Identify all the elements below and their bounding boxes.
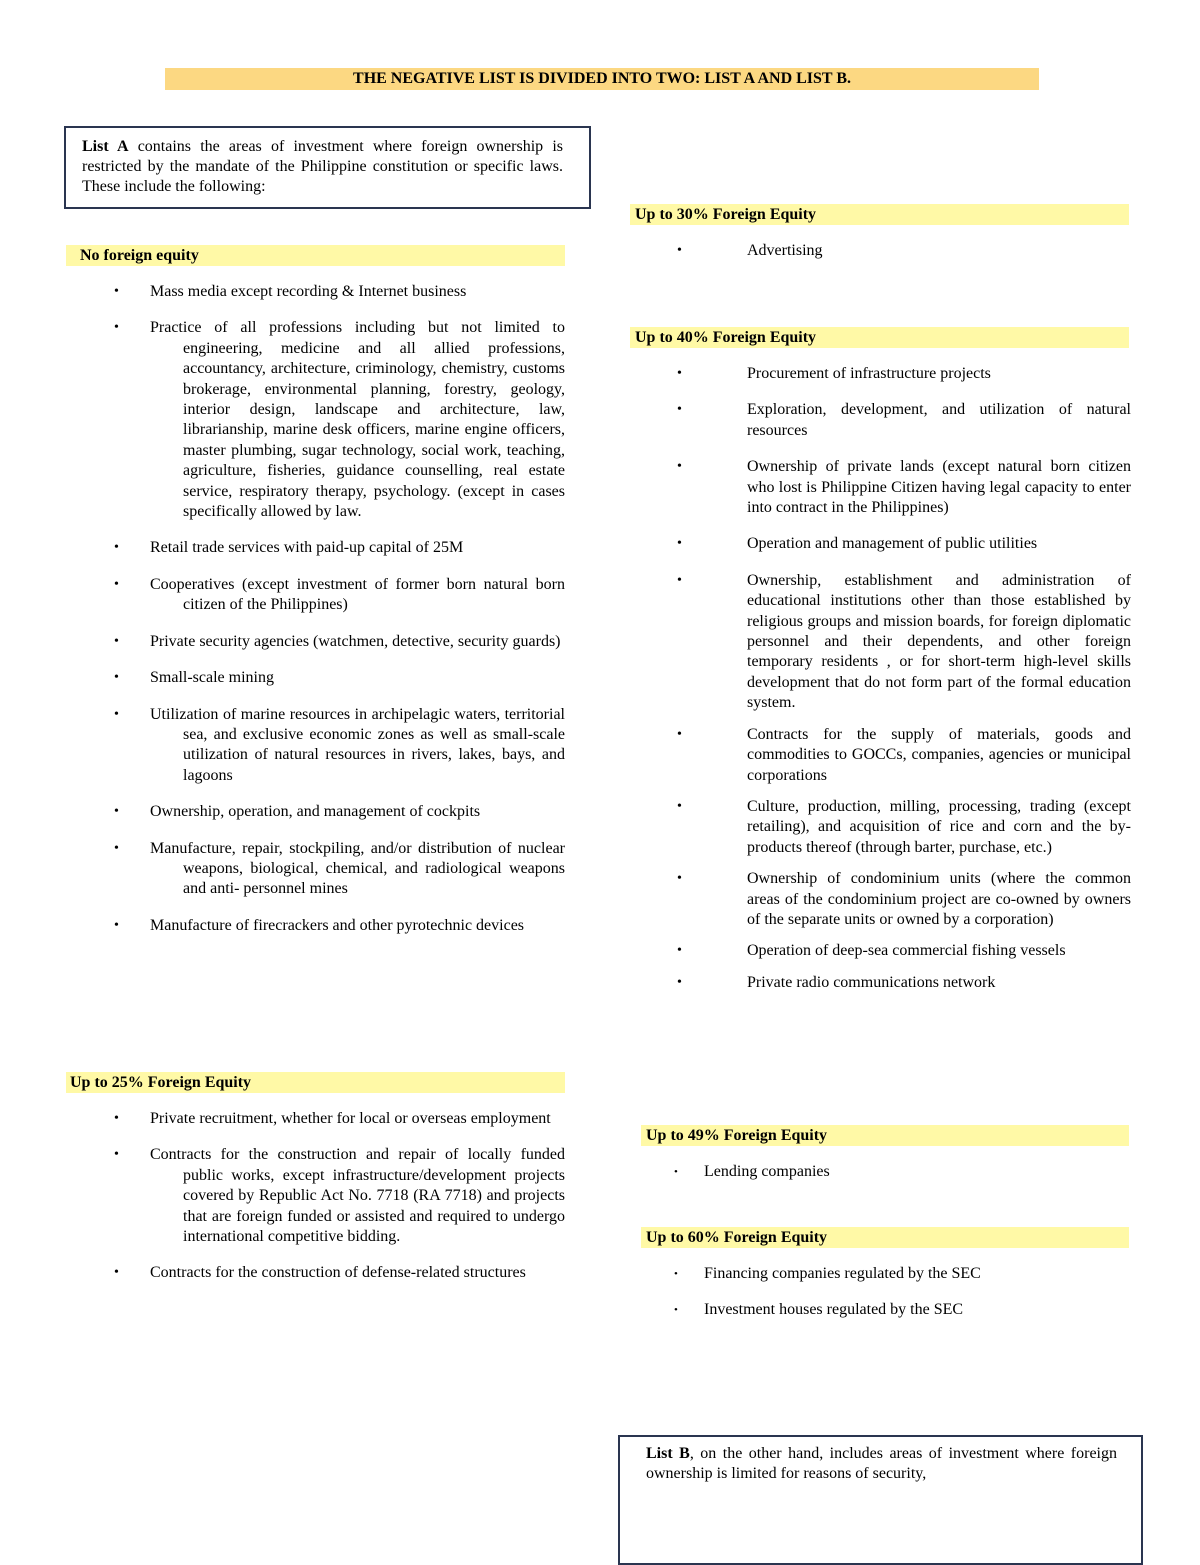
list-item bbox=[677, 364, 1131, 384]
bullet-icon: • bbox=[114, 670, 119, 686]
bullet-icon: • bbox=[114, 540, 119, 556]
list-item-text: Operation of deep-sea commercial fishing vessels bbox=[747, 942, 1066, 960]
list-item-text: Operation and management of public utilities bbox=[747, 535, 1038, 553]
list-item bbox=[114, 575, 565, 616]
bullet-icon: • bbox=[114, 840, 119, 856]
bullet-icon: • bbox=[114, 1111, 119, 1126]
list-item bbox=[114, 282, 565, 302]
heading-up-to-30: Up to 30% Foreign Equity bbox=[630, 204, 1129, 225]
bullet-icon: • bbox=[677, 459, 682, 475]
list-item-text: Contracts for the supply of materials, goods and commodities to GOCCs, companies, agencies or municipal corporations bbox=[747, 725, 1131, 784]
bullet-icon: • bbox=[114, 917, 119, 933]
list-b-lead: List B bbox=[646, 1445, 690, 1462]
list-item bbox=[677, 534, 1131, 554]
list-item-text: Culture, production, milling, processing, trading (except retailing), and acquisition of rice and corn and the by-products thereof (through barter, purchase, etc.) bbox=[747, 797, 1131, 856]
list-item-text: Ownership, establishment and administration of educational institutions other than those established by religious groups and mission boards, for foreign diplomatic personnel and their dependents, and other foreign temporary residents , or for short-term high-level skills development that do not form part of the formal education system. bbox=[747, 571, 1131, 712]
bullet-icon: • bbox=[114, 1147, 119, 1163]
list-up-to-40 bbox=[677, 364, 1131, 1004]
list-item-text: Investment houses regulated by the SEC bbox=[704, 1301, 964, 1319]
list-item-text: Cooperatives (except investment of former born natural born citizen of the Philippines) bbox=[150, 575, 565, 614]
list-item-text: Retail trade services with paid-up capital of 25M bbox=[150, 539, 464, 557]
bullet-icon: • bbox=[677, 871, 682, 887]
list-item-text: Manufacture, repair, stockpiling, and/or distribution of nuclear weapons, biological, chemical, and radiological weapons and anti- personnel mines bbox=[150, 839, 565, 898]
bullet-icon: • bbox=[674, 1268, 678, 1280]
list-item bbox=[677, 400, 1131, 441]
bullet-icon: • bbox=[677, 536, 682, 552]
list-item-text: Lending companies bbox=[704, 1163, 830, 1180]
list-item-text: Procurement of infrastructure projects bbox=[747, 365, 991, 382]
list-up-to-25 bbox=[114, 1109, 565, 1300]
list-item bbox=[677, 797, 1131, 858]
list-item bbox=[674, 1162, 1124, 1182]
heading-up-to-40: Up to 40% Foreign Equity bbox=[630, 327, 1129, 348]
bullet-icon: • bbox=[114, 320, 119, 336]
list-item bbox=[114, 705, 565, 787]
list-item bbox=[677, 457, 1131, 518]
list-item bbox=[114, 538, 565, 558]
list-up-to-49 bbox=[674, 1162, 1124, 1198]
list-no-foreign-equity bbox=[114, 282, 565, 952]
page-title: THE NEGATIVE LIST IS DIVIDED INTO TWO: LIST A AND LIST B. bbox=[165, 68, 1039, 90]
bullet-icon: • bbox=[114, 284, 119, 299]
bullet-icon: • bbox=[114, 1265, 119, 1281]
heading-up-to-25: Up to 25% Foreign Equity bbox=[66, 1072, 565, 1093]
list-item-text: Private radio communications network bbox=[747, 973, 996, 991]
bullet-icon: • bbox=[677, 798, 682, 814]
bullet-icon: • bbox=[674, 1304, 678, 1317]
list-item bbox=[677, 973, 1131, 993]
bullet-icon: • bbox=[114, 633, 119, 649]
list-item-text: Private recruitment, whether for local or overseas employment bbox=[150, 1110, 551, 1127]
list-a-box bbox=[64, 126, 591, 209]
list-item bbox=[114, 839, 565, 900]
list-item-text: Utilization of marine resources in archipelagic waters, territorial sea, and exclusive economic zones as well as small-scale utilization of natural resources in rivers, lakes, bays, and lagoons bbox=[150, 705, 565, 784]
list-item-text: Manufacture of firecrackers and other pyrotechnic devices bbox=[150, 916, 525, 934]
list-b-text: , on the other hand, includes areas of investment where foreign ownership is limited for reasons of security, bbox=[646, 1445, 1118, 1482]
list-item-text: Contracts for the construction and repair of locally funded public works, except infrastructure/development projects covered by Republic Act No. 7718 (RA 7718) and projects that are foreign funded or assisted and required to undergo international competitive bidding. bbox=[150, 1146, 565, 1246]
heading-up-to-60: Up to 60% Foreign Equity bbox=[641, 1227, 1129, 1248]
bullet-icon: • bbox=[114, 706, 119, 722]
list-item bbox=[114, 1145, 565, 1247]
heading-no-foreign-equity: No foreign equity bbox=[66, 245, 565, 266]
list-up-to-30 bbox=[677, 241, 1129, 277]
bullet-icon: • bbox=[677, 943, 682, 959]
list-item-text: Small-scale mining bbox=[150, 669, 274, 687]
bullet-icon: • bbox=[114, 576, 119, 592]
list-item bbox=[677, 869, 1131, 930]
bullet-icon: • bbox=[674, 1166, 678, 1178]
list-item bbox=[677, 571, 1131, 714]
list-item-text: Exploration, development, and utilization of natural resources bbox=[747, 401, 1131, 439]
list-item-text: Contracts for the construction of defense-related structures bbox=[150, 1264, 526, 1282]
list-item-text: Ownership of private lands (except natural born citizen who lost is Philippine Citizen having legal capacity to enter into contract in the Philippines) bbox=[747, 458, 1131, 517]
bullet-icon: • bbox=[677, 402, 682, 418]
list-item bbox=[114, 1263, 565, 1283]
list-item bbox=[114, 1109, 565, 1129]
list-item bbox=[114, 668, 565, 688]
list-item bbox=[114, 916, 565, 936]
list-item bbox=[677, 241, 1129, 261]
list-item-text: Ownership, operation, and management of cockpits bbox=[150, 803, 481, 821]
list-item-text: Financing companies regulated by the SEC bbox=[704, 1265, 981, 1282]
bullet-icon: • bbox=[677, 726, 682, 742]
list-item-text: Private security agencies (watchmen, detective, security guards) bbox=[150, 632, 561, 650]
list-a-text: contains the areas of investment where foreign ownership is restricted by the mandate of the Philippine constitution or specific laws. These include the following: bbox=[82, 138, 564, 195]
bullet-icon: • bbox=[114, 804, 119, 820]
list-item bbox=[677, 725, 1131, 786]
list-item-text: Advertising bbox=[747, 242, 823, 259]
list-item bbox=[114, 318, 565, 522]
heading-up-to-49: Up to 49% Foreign Equity bbox=[641, 1125, 1129, 1146]
list-a-lead: List A bbox=[82, 138, 129, 155]
list-item bbox=[677, 941, 1131, 961]
list-b-box bbox=[618, 1435, 1143, 1565]
list-item bbox=[674, 1300, 1124, 1320]
list-item bbox=[114, 632, 565, 652]
bullet-icon: • bbox=[677, 974, 682, 990]
bullet-icon: • bbox=[677, 243, 682, 258]
list-item-text: Practice of all professions including but not limited to engineering, medicine and all allied professions, accountancy, architecture, criminology, chemistry, customs brokerage, environmental planning, forestry, geology, interior design, landscape and architecture, law, librarianship, marine desk officers, marine engine officers, master plumbing, sugar technology, social work, teaching, agriculture, fisheries, guidance counselling, real estate service, respiratory therapy, psychology. (except in cases specifically allowed by law. bbox=[150, 319, 565, 521]
bullet-icon: • bbox=[677, 572, 682, 588]
list-item-text: Ownership of condominium units (where the common areas of the condominium project are co-owned by owners of the separate units or owned by a corporation) bbox=[747, 870, 1131, 928]
bullet-icon: • bbox=[677, 366, 682, 381]
list-up-to-60 bbox=[674, 1264, 1124, 1337]
list-item bbox=[114, 802, 565, 822]
list-item bbox=[674, 1264, 1124, 1284]
list-item-text: Mass media except recording & Internet business bbox=[150, 283, 467, 300]
